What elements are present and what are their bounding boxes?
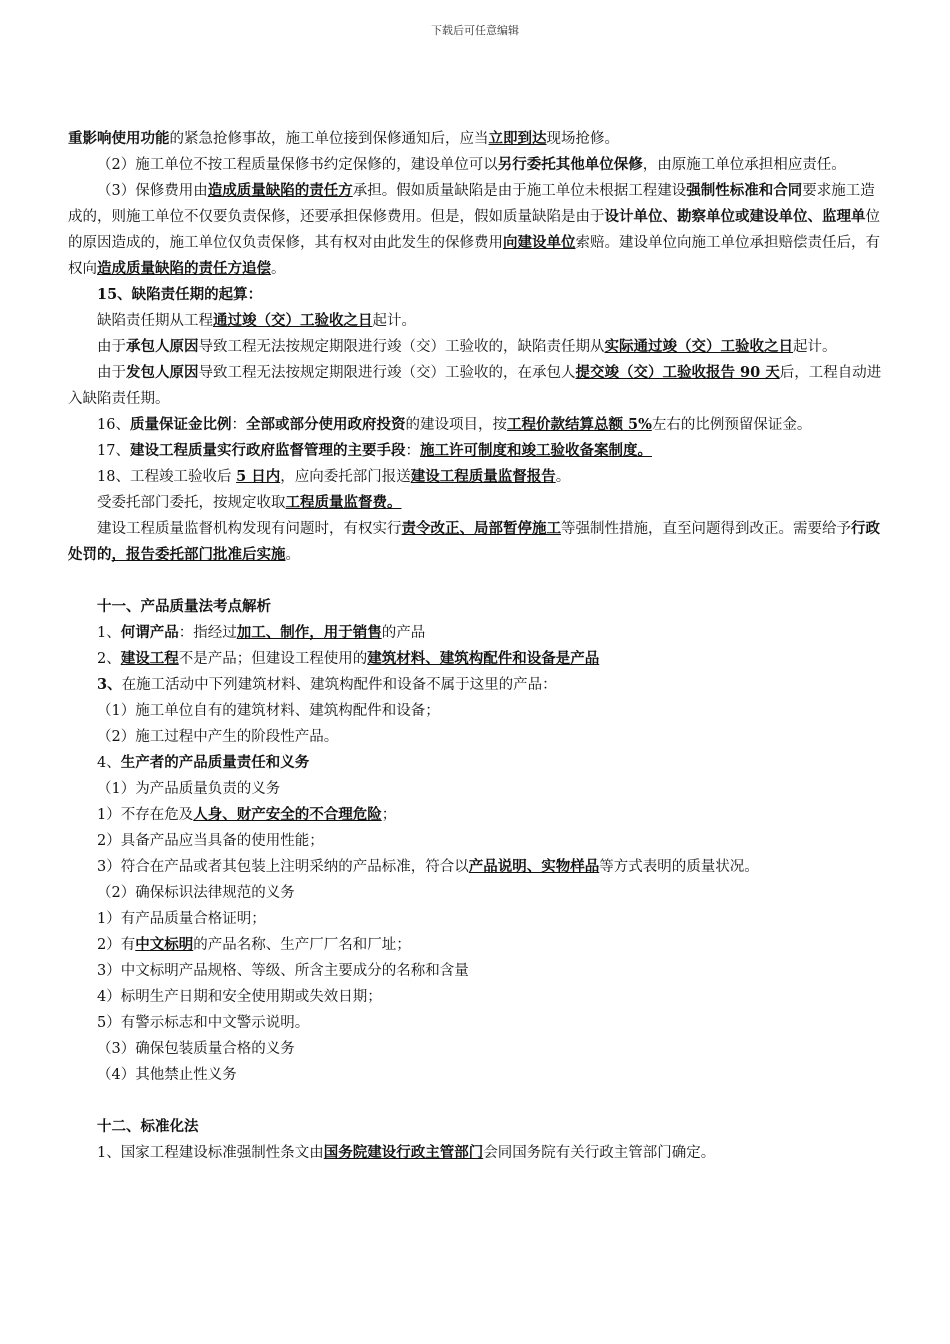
paragraph xyxy=(68,802,883,828)
paragraph xyxy=(68,334,883,360)
emphasis-bold: 生产者的产品质量责任和义务 xyxy=(120,754,310,771)
text-run: 1）有产品质量合格证明； xyxy=(97,911,266,927)
text-run: 后，工程自动进入缺陷责任期。 xyxy=(68,365,882,407)
text-run: 要求施工造成的，则施工单位不仅要负责保修，还要承担保修费用。但是，假如质量缺陷是由于 xyxy=(68,183,875,225)
text-run: 等方式表明的质量状况。 xyxy=(599,859,759,875)
emphasis-bold: 强制性标准和合同 xyxy=(686,182,803,199)
emphasis-underlined: 国务院建设行政主管部门 xyxy=(323,1144,484,1161)
text-run: ： xyxy=(405,443,420,459)
emphasis-bold: 全部或部分使用政府投资 xyxy=(245,416,406,433)
paragraph xyxy=(68,1140,883,1166)
text-run: （1）为产品质量负责的义务 xyxy=(97,781,281,797)
emphasis-underlined: 造成质量缺陷的责任方追偿 xyxy=(97,260,271,277)
text-run: 的建设项目，按 xyxy=(405,417,507,433)
emphasis-bold: 另行委托其他单位保修 xyxy=(497,156,643,173)
emphasis-bold: 设计单位、勘察单位或建设单位、监理单 xyxy=(604,208,866,225)
paragraph xyxy=(68,360,883,412)
paragraph xyxy=(68,308,883,334)
text-run: 导致工程无法按规定期限进行竣（交）工验收的，在承包人 xyxy=(198,365,576,381)
emphasis-underlined: 提交竣（交）工验收报告 90 天 xyxy=(575,364,780,381)
paragraph xyxy=(68,1010,883,1036)
text-run: 16、 xyxy=(97,417,130,433)
paragraph xyxy=(68,646,883,672)
paragraph xyxy=(68,750,883,776)
emphasis-underlined: 建设工程 xyxy=(120,650,179,667)
text-run: （4）其他禁止性义务 xyxy=(97,1067,237,1083)
text-run: 左右的比例预留保证金。 xyxy=(651,417,812,433)
paragraph xyxy=(68,412,883,438)
paragraph xyxy=(68,178,883,282)
paragraph xyxy=(68,932,883,958)
emphasis-underlined: 工程质量监督费。 xyxy=(285,494,402,511)
emphasis-underlined: 工程价款结算总额 5% xyxy=(506,416,652,433)
emphasis-underlined: 实际通过竣（交）工验收之日 xyxy=(604,338,793,355)
text-run: 3）中文标明产品规格、等级、所含主要成分的名称和含量 xyxy=(97,963,469,979)
text-run: ，应向委托部门报送 xyxy=(280,469,411,485)
text-run: 等强制性措施，直至问题得到改正。需要给予 xyxy=(561,521,851,537)
text-run: 18、工程竣工验收后 xyxy=(97,469,237,485)
emphasis-bold: 何谓产品 xyxy=(120,624,179,641)
paragraph xyxy=(68,828,883,854)
text-run: 的紧急抢修事故，施工单位接到保修通知后，应当 xyxy=(169,131,489,147)
text-run: 由于 xyxy=(97,339,126,355)
text-run: 导致工程无法按规定期限进行竣（交）工验收的，缺陷责任期从 xyxy=(198,339,605,355)
paragraph xyxy=(68,438,883,464)
blank-line xyxy=(68,568,883,594)
section-heading xyxy=(68,282,883,308)
paragraph xyxy=(68,490,883,516)
text-run: 。 xyxy=(285,547,300,563)
page-header: 下载后可任意编辑 xyxy=(431,24,519,37)
emphasis-underlined: 中文标明 xyxy=(135,936,194,953)
text-run: 1、 xyxy=(97,625,121,641)
text-run: 15、缺陷责任期的起算： xyxy=(97,286,263,303)
paragraph xyxy=(68,126,883,152)
emphasis-underlined: 立即到达 xyxy=(488,130,547,147)
text-run: 2）具备产品应当具备的使用性能； xyxy=(97,833,324,849)
text-run: 由于 xyxy=(97,365,126,381)
text-run: 。 xyxy=(555,469,571,485)
text-run: ； xyxy=(381,807,397,823)
paragraph xyxy=(68,724,883,750)
paragraph xyxy=(68,152,883,178)
text-run: （1）施工单位自有的建筑材料、建筑构配件和设备； xyxy=(97,703,440,719)
paragraph xyxy=(68,880,883,906)
paragraph xyxy=(68,1062,883,1088)
paragraph xyxy=(68,672,883,698)
emphasis-bold: 质量保证金比例 xyxy=(129,416,232,433)
text-run: 起计。 xyxy=(793,339,837,355)
paragraph xyxy=(68,1036,883,1062)
emphasis-underlined: 人身、财产安全的不合理危险 xyxy=(193,806,382,823)
emphasis-bold: 承包人原因 xyxy=(126,338,199,355)
emphasis-underlined: 建设工程质量监督报告 xyxy=(410,468,556,485)
emphasis-underlined: 加工、制作，用于销售 xyxy=(236,624,382,641)
paragraph xyxy=(68,620,883,646)
text-run: 建设工程质量监督机构发现有问题时，有权实行 xyxy=(97,521,402,537)
paragraph xyxy=(68,776,883,802)
text-run: 在施工活动中下列建筑材料、建筑构配件和设备不属于这里的产品： xyxy=(121,677,557,693)
emphasis-bold: 建设工程质量实行政府监督管理的主要手段 xyxy=(129,442,406,459)
section-heading xyxy=(68,1114,883,1140)
emphasis-underlined: 造成质量缺陷的责任方 xyxy=(207,182,353,199)
emphasis-underlined: 责令改正、局部暂停施工 xyxy=(401,520,561,537)
text-run: 4、 xyxy=(97,755,121,771)
text-run: （2）施工过程中产生的阶段性产品。 xyxy=(97,729,339,745)
text-run: 不是产品；但建设工程使用的 xyxy=(178,651,368,667)
text-run: 。 xyxy=(271,261,286,277)
text-run: 十一、产品质量法考点解析 xyxy=(97,598,271,615)
text-run: 1、国家工程建设标准强制性条文由 xyxy=(97,1145,324,1161)
text-run: 3）符合在产品或者其包装上注明采纳的产品标准，符合以 xyxy=(97,859,469,875)
emphasis-underlined: ，报告委托部门批准后实施 xyxy=(111,546,286,563)
emphasis-bold: 3、 xyxy=(97,676,122,693)
emphasis-underlined: 向建设单位 xyxy=(503,234,576,251)
section-heading xyxy=(68,594,883,620)
emphasis-underlined: 产品说明、实物样品 xyxy=(468,858,600,875)
text-run: 17、 xyxy=(97,443,130,459)
text-run: 4）标明生产日期和安全使用期或失效日期； xyxy=(97,989,382,1005)
text-run: 现场抢修。 xyxy=(546,131,619,147)
text-run: 2）有 xyxy=(97,937,136,953)
emphasis-underlined: 施工许可制度和竣工验收备案制度。 xyxy=(419,442,652,459)
text-run: 的产品名称、生产厂厂名和厂址； xyxy=(193,937,411,953)
text-run: 索赔。建设单位向施工单位承担赔偿责任后，有权向 xyxy=(68,235,880,277)
paragraph xyxy=(68,854,883,880)
document-body xyxy=(68,126,883,1166)
text-run: 2、 xyxy=(97,651,121,667)
text-run: ，由原施工单位承担相应责任。 xyxy=(642,157,846,173)
text-run: 受委托部门委托，按规定收取 xyxy=(97,495,286,511)
text-run: 位的原因造成的，施工单位仅负责保修，其有权对由此发生的保修费用 xyxy=(68,209,880,251)
text-run: 1）不存在危及 xyxy=(97,807,194,823)
paragraph xyxy=(68,698,883,724)
emphasis-underlined: 通过竣（交）工验收之日 xyxy=(213,312,373,329)
text-run: （3）保修费用由 xyxy=(97,183,208,199)
text-run: ：指经过 xyxy=(178,625,237,641)
paragraph xyxy=(68,516,883,568)
blank-line xyxy=(68,1088,883,1114)
text-run: ： xyxy=(231,417,246,433)
paragraph xyxy=(68,958,883,984)
text-run: 5）有警示标志和中文警示说明。 xyxy=(97,1015,310,1031)
emphasis-bold: 重影响使用功能 xyxy=(68,130,170,147)
emphasis-bold: 发包人原因 xyxy=(126,364,199,381)
text-run: （3）确保包装质量合格的义务 xyxy=(97,1041,295,1057)
paragraph xyxy=(68,464,883,490)
text-run: 十二、标准化法 xyxy=(97,1118,199,1135)
text-run: 起计。 xyxy=(372,313,416,329)
emphasis-underlined: 建筑材料、建筑构配件和设备是产品 xyxy=(367,650,600,667)
text-run: 缺陷责任期从工程 xyxy=(97,313,213,329)
text-run: 的产品 xyxy=(381,625,426,641)
emphasis-underlined: 5 日内 xyxy=(236,468,281,485)
text-run: 承担。假如质量缺陷是由于施工单位未根据工程建设 xyxy=(352,183,687,199)
text-run: （2）施工单位不按工程质量保修书约定保修的，建设单位可以 xyxy=(97,157,498,173)
text-run: （2）确保标识法律规范的义务 xyxy=(97,885,295,901)
emphasis-bold: 行政处罚的 xyxy=(68,520,880,563)
text-run: 会同国务院有关行政主管部门确定。 xyxy=(483,1145,716,1161)
paragraph xyxy=(68,984,883,1010)
paragraph xyxy=(68,906,883,932)
